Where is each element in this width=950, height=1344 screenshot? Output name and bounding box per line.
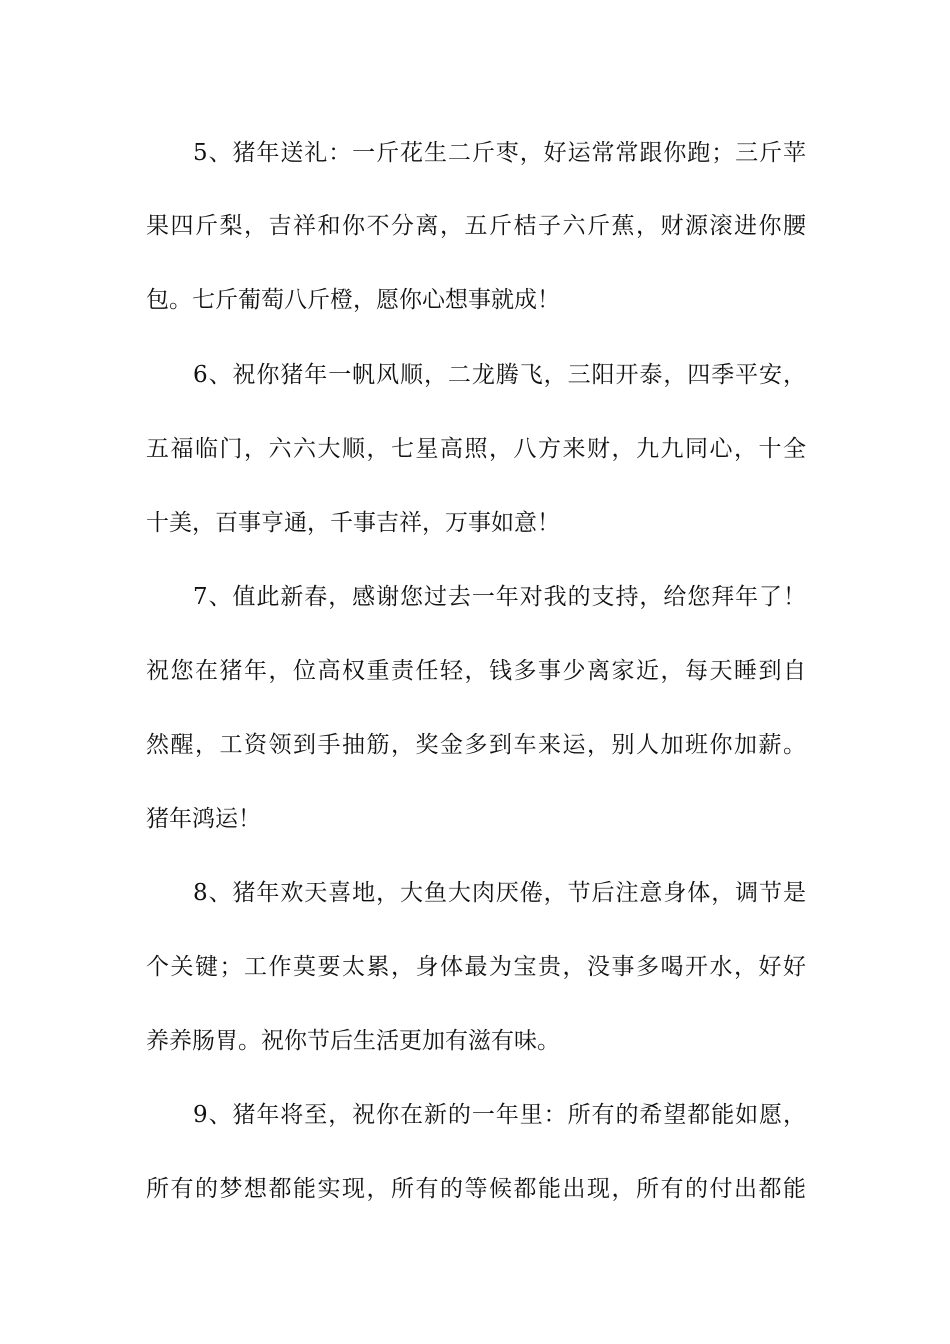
paragraph-6-line-1: 6、祝你猪年一帆风顺，二龙腾飞，三阳开泰，四季平安， [193,362,806,388]
paragraph-7-line-3: 然醒，工资领到手抽筋，奖金多到车来运，别人加班你加薪。 [146,732,806,758]
paragraph-6-line-2: 五福临门，六六大顺，七星高照，八方来财，九九同心，十全 [146,436,806,462]
paragraph-5-line-2: 果四斤梨，吉祥和你不分离，五斤桔子六斤蕉，财源滚进你腰 [146,213,806,239]
paragraph-5-line-3: 包。七斤葡萄八斤橙，愿你心想事就成！ [146,287,560,313]
paragraph-8-line-3: 养养肠胃。祝你节后生活更加有滋有味。 [146,1028,560,1054]
paragraph-7-line-2: 祝您在猪年，位高权重责任轻，钱多事少离家近，每天睡到自 [146,658,806,684]
paragraph-7-line-1: 7、值此新春，感谢您过去一年对我的支持，给您拜年了！ [193,584,806,610]
paragraph-7-line-4: 猪年鸿运！ [146,806,261,832]
paragraph-8-line-2: 个关键；工作莫要太累，身体最为宝贵，没事多喝开水，好好 [146,954,806,980]
paragraph-5-line-1: 5、猪年送礼：一斤花生二斤枣，好运常常跟你跑；三斤苹 [193,140,806,166]
paragraph-9-line-1: 9、猪年将至，祝你在新的一年里：所有的希望都能如愿， [193,1102,806,1128]
paragraph-9-line-2: 所有的梦想都能实现，所有的等候都能出现，所有的付出都能 [146,1176,806,1202]
paragraph-8-line-1: 8、猪年欢天喜地，大鱼大肉厌倦，节后注意身体，调节是 [193,880,806,906]
paragraph-6-line-3: 十美，百事亨通，千事吉祥，万事如意！ [146,510,560,536]
